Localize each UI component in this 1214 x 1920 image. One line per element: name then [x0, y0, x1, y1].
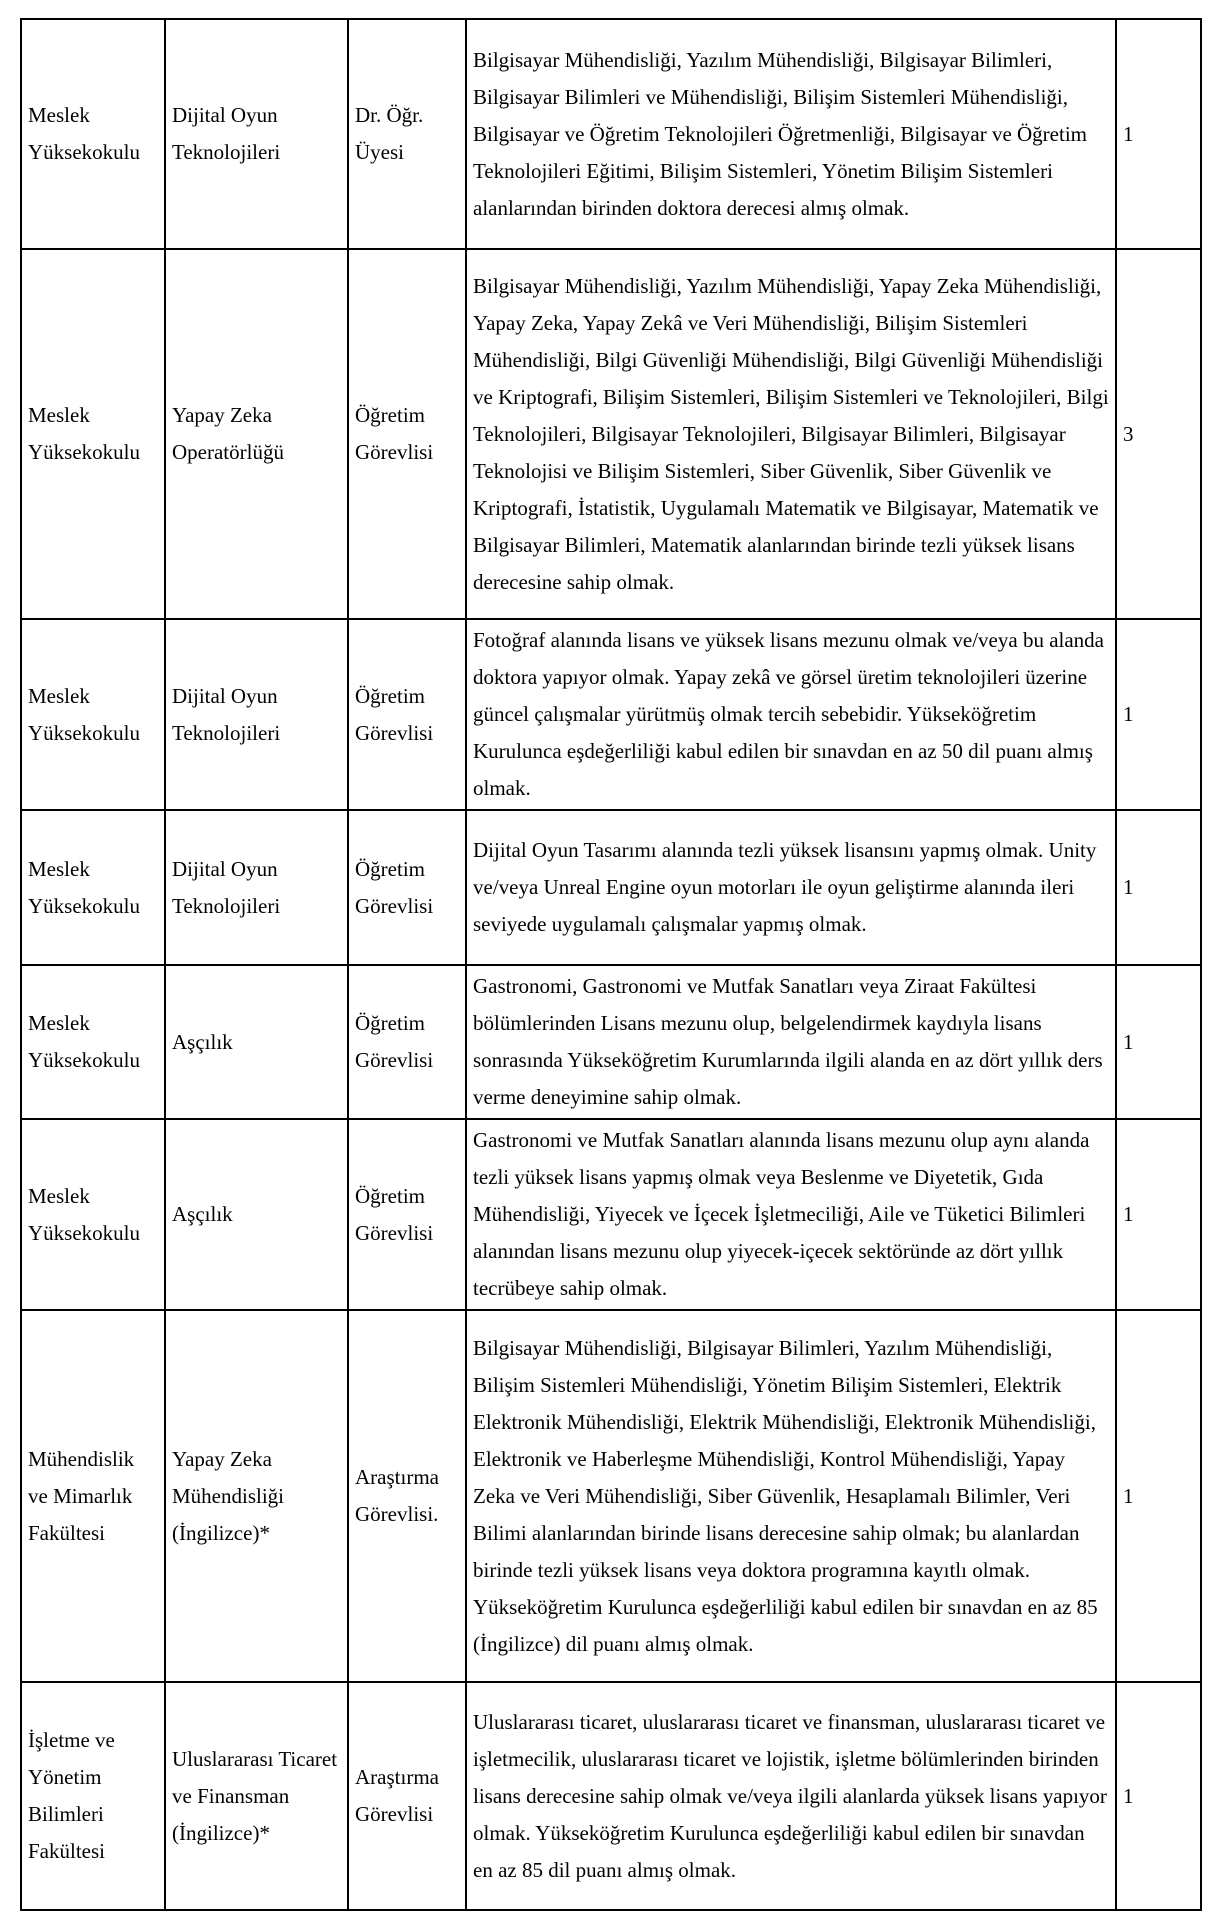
positions-table: [20, 18, 1202, 1911]
requirements-cell: Dijital Oyun Tasarımı alanında tezli yüksek lisansını yapmış olmak. Unity ve/veya Unreal Engine oyun motorları ile oyun geliştirme alanında ileri seviyede uygulamalı çalışmalar yapmış olmak.: [466, 810, 1116, 965]
count-cell: 1: [1116, 810, 1201, 965]
table-row: [21, 619, 1201, 810]
table-row: [21, 810, 1201, 965]
requirements-cell: Bilgisayar Mühendisliği, Bilgisayar Bilimleri, Yazılım Mühendisliği, Bilişim Sistemleri Mühendisliği, Yönetim Bilişim Sistemleri, Elektrik Elektronik Mühendisliği, Elektrik Mühendisliği, Elektronik Mühendisliği, Elektronik ve Haberleşme Mühendisliği, Kontrol Mühendisliği, Yapay Zeka ve Veri Mühendisliği, Siber Güvenlik, Hesaplamalı Bilimler, Veri Bilimi alanlarından birinde lisans derecesine sahip olmak; bu alanlardan birinde tezli yüksek lisans veya doktora programına kayıtlı olmak. Yükseköğretim Kurulunca eşdeğerliliği kabul edilen bir sınavdan en az 85 (İngilizce) dil puanı almış olmak.: [466, 1310, 1116, 1682]
title-cell: Öğretim Görevlisi: [348, 249, 466, 619]
requirements-cell: Gastronomi, Gastronomi ve Mutfak Sanatları veya Ziraat Fakültesi bölümlerinden Lisans mezunu olup, belgelendirmek kaydıyla lisans sonrasında Yükseköğretim Kurumlarında ilgili alanda en az dört yıllık ders verme deneyimine sahip olmak.: [466, 965, 1116, 1119]
program-cell: Dijital Oyun Teknolojileri: [165, 19, 348, 249]
count-cell: 1: [1116, 1682, 1201, 1910]
program-cell: Dijital Oyun Teknolojileri: [165, 619, 348, 810]
title-cell: Öğretim Görevlisi: [348, 965, 466, 1119]
title-cell: Öğretim Görevlisi: [348, 619, 466, 810]
unit-cell: Mühendislik ve Mimarlık Fakültesi: [21, 1310, 165, 1682]
title-cell: Dr. Öğr. Üyesi: [348, 19, 466, 249]
table-row: [21, 1310, 1201, 1682]
unit-cell: Meslek Yüksekokulu: [21, 965, 165, 1119]
unit-cell: Meslek Yüksekokulu: [21, 1119, 165, 1310]
program-cell: Yapay Zeka Mühendisliği (İngilizce)*: [165, 1310, 348, 1682]
table-row: [21, 249, 1201, 619]
program-cell: Uluslararası Ticaret ve Finansman (İngilizce)*: [165, 1682, 348, 1910]
count-cell: 1: [1116, 1119, 1201, 1310]
unit-cell: İşletme ve Yönetim Bilimleri Fakültesi: [21, 1682, 165, 1910]
title-cell: Araştırma Görevlisi.: [348, 1310, 466, 1682]
requirements-cell: Gastronomi ve Mutfak Sanatları alanında lisans mezunu olup aynı alanda tezli yüksek lisans yapmış olmak veya Beslenme ve Diyetetik, Gıda Mühendisliği, Yiyecek ve İçecek İşletmeciliği, Aile ve Tüketici Bilimleri alanından lisans mezunu olup yiyecek-içecek sektöründe az dört yıllık tecrübeye sahip olmak.: [466, 1119, 1116, 1310]
table-row: [21, 1682, 1201, 1910]
table-row: [21, 19, 1201, 249]
unit-cell: Meslek Yüksekokulu: [21, 19, 165, 249]
requirements-cell: Uluslararası ticaret, uluslararası ticaret ve finansman, uluslararası ticaret ve işletmecilik, uluslararası ticaret ve lojistik, işletme bölümlerinden birinden lisans derecesine sahip olmak ve/veya ilgili alanlarda yüksek lisans yapıyor olmak. Yükseköğretim Kurulunca eşdeğerliliği kabul edilen bir sınavdan en az 85 dil puanı almış olmak.: [466, 1682, 1116, 1910]
title-cell: Araştırma Görevlisi: [348, 1682, 466, 1910]
count-cell: 1: [1116, 619, 1201, 810]
requirements-cell: Bilgisayar Mühendisliği, Yazılım Mühendisliği, Bilgisayar Bilimleri, Bilgisayar Bilimleri ve Mühendisliği, Bilişim Sistemleri Mühendisliği, Bilgisayar ve Öğretim Teknolojileri Öğretmenliği, Bilgisayar ve Öğretim Teknolojileri Eğitimi, Bilişim Sistemleri, Yönetim Bilişim Sistemleri alanlarından birinden doktora derecesi almış olmak.: [466, 19, 1116, 249]
title-cell: Öğretim Görevlisi: [348, 1119, 466, 1310]
unit-cell: Meslek Yüksekokulu: [21, 619, 165, 810]
program-cell: Dijital Oyun Teknolojileri: [165, 810, 348, 965]
requirements-cell: Bilgisayar Mühendisliği, Yazılım Mühendisliği, Yapay Zeka Mühendisliği, Yapay Zeka, Yapay Zekâ ve Veri Mühendisliği, Bilişim Sistemleri Mühendisliği, Bilgi Güvenliği Mühendisliği, Bilgi Güvenliği Mühendisliği ve Kriptografi, Bilişim Sistemleri, Bilişim Sistemleri ve Teknolojileri, Bilgi Teknolojileri, Bilgisayar Teknolojileri, Bilgisayar Bilimleri, Bilgisayar Teknolojisi ve Bilişim Sistemleri, Siber Güvenlik, Siber Güvenlik ve Kriptografi, İstatistik, Uygulamalı Matematik ve Bilgisayar, Matematik ve Bilgisayar Bilimleri, Matematik alanlarından birinde tezli yüksek lisans derecesine sahip olmak.: [466, 249, 1116, 619]
unit-cell: Meslek Yüksekokulu: [21, 249, 165, 619]
count-cell: 1: [1116, 1310, 1201, 1682]
program-cell: Aşçılık: [165, 965, 348, 1119]
unit-cell: Meslek Yüksekokulu: [21, 810, 165, 965]
table-row: [21, 1119, 1201, 1310]
count-cell: 1: [1116, 19, 1201, 249]
table-row: [21, 965, 1201, 1119]
title-cell: Öğretim Görevlisi: [348, 810, 466, 965]
program-cell: Aşçılık: [165, 1119, 348, 1310]
requirements-cell: Fotoğraf alanında lisans ve yüksek lisans mezunu olmak ve/veya bu alanda doktora yapıyor olmak. Yapay zekâ ve görsel üretim teknolojileri üzerine güncel çalışmalar yürütmüş olmak tercih sebebidir. Yükseköğretim Kurulunca eşdeğerliliği kabul edilen bir sınavdan en az 50 dil puanı almış olmak.: [466, 619, 1116, 810]
program-cell: Yapay Zeka Operatörlüğü: [165, 249, 348, 619]
count-cell: 3: [1116, 249, 1201, 619]
count-cell: 1: [1116, 965, 1201, 1119]
